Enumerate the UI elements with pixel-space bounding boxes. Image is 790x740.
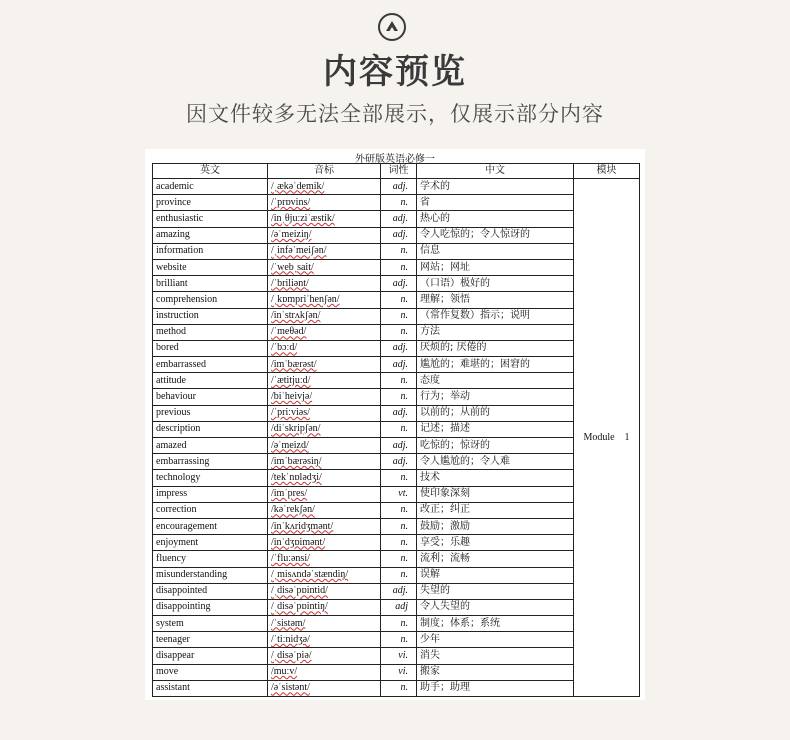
table-row: [153, 243, 640, 259]
table-row: [153, 405, 640, 421]
table-row: [153, 211, 640, 227]
cell-phonetic: /inˈstrʌkʃən/: [268, 308, 381, 324]
table-row: [153, 599, 640, 615]
table-header-row: [153, 164, 640, 179]
cell-pos: n.: [381, 502, 417, 518]
table-row: [153, 259, 640, 275]
cell-phonetic: /tekˈnɒlədʒi/: [268, 470, 381, 486]
cell-phonetic: /ˈprɒvins/: [268, 195, 381, 211]
cell-english: website: [153, 259, 268, 275]
cell-english: system: [153, 616, 268, 632]
cell-pos: n.: [381, 389, 417, 405]
cell-pos: adj: [381, 599, 417, 615]
table-row: [153, 438, 640, 454]
cell-pos: n.: [381, 421, 417, 437]
table-row: [153, 648, 640, 664]
cell-chinese: 方法: [417, 324, 574, 340]
column-header-pos: 词性: [381, 164, 417, 179]
cell-english: impress: [153, 486, 268, 502]
cell-english: province: [153, 195, 268, 211]
cell-pos: adj.: [381, 227, 417, 243]
cell-english: enjoyment: [153, 535, 268, 551]
table-row: [153, 664, 640, 680]
cell-pos: n.: [381, 470, 417, 486]
cell-chinese: 少年: [417, 632, 574, 648]
cell-phonetic: /ˈpriːviəs/: [268, 405, 381, 421]
cell-phonetic: /diˈskripʃən/: [268, 421, 381, 437]
table-row: [153, 357, 640, 373]
table-row: [153, 486, 640, 502]
cell-chinese: 制度；体系；系统: [417, 616, 574, 632]
cell-english: misunderstanding: [153, 567, 268, 583]
cell-chinese: 搬家: [417, 664, 574, 680]
cell-pos: vi.: [381, 664, 417, 680]
table-body: [153, 179, 640, 697]
cell-phonetic: /ˈætitjuːd/: [268, 373, 381, 389]
cell-english: description: [153, 421, 268, 437]
column-header-phonetic: 音标: [268, 164, 381, 179]
cell-phonetic: /imˈbærəst/: [268, 357, 381, 373]
cell-phonetic: /ˈwebˌsait/: [268, 259, 381, 275]
table-row: [153, 227, 640, 243]
cell-chinese: （口语）极好的: [417, 276, 574, 292]
cell-phonetic: /inˌθjuːziˈæstik/: [268, 211, 381, 227]
table-row: [153, 308, 640, 324]
cell-pos: adj.: [381, 454, 417, 470]
table-row: [153, 421, 640, 437]
cell-english: embarrassed: [153, 357, 268, 373]
table-row: [153, 583, 640, 599]
cell-phonetic: /ˌdisəˈpiə/: [268, 648, 381, 664]
cell-chinese: 助手；助理: [417, 680, 574, 696]
cell-chinese: 网站；网址: [417, 259, 574, 275]
vocabulary-table: [152, 163, 640, 697]
page-subtitle: 因文件较多无法全部展示，仅展示部分内容: [186, 102, 604, 126]
table-row: [153, 551, 640, 567]
cell-phonetic: /ˌinfəˈmeiʃən/: [268, 243, 381, 259]
column-header-module: 模块: [574, 164, 640, 179]
cell-pos: n.: [381, 535, 417, 551]
table-row: [153, 518, 640, 534]
cell-chinese: 令人失望的: [417, 599, 574, 615]
cell-english: technology: [153, 470, 268, 486]
cell-phonetic: /əˈmeizd/: [268, 438, 381, 454]
column-header-chinese: 中文: [417, 164, 574, 179]
cell-pos: adj.: [381, 276, 417, 292]
table-row: [153, 567, 640, 583]
cell-pos: adj.: [381, 211, 417, 227]
cell-pos: n.: [381, 308, 417, 324]
cell-english: fluency: [153, 551, 268, 567]
cell-pos: adj.: [381, 340, 417, 356]
cell-pos: n.: [381, 567, 417, 583]
cell-chinese: （常作复数）指示；说明: [417, 308, 574, 324]
chevron-up-icon: [383, 18, 401, 36]
cell-phonetic: /kəˈrekʃən/: [268, 502, 381, 518]
document-preview: [145, 149, 645, 700]
cell-chinese: 使印象深刻: [417, 486, 574, 502]
cell-chinese: 令人吃惊的；令人惊讶的: [417, 227, 574, 243]
cell-phonetic: /ˌdisəˈpɒintiŋ/: [268, 599, 381, 615]
cell-pos: adj.: [381, 405, 417, 421]
cell-chinese: 吃惊的；惊讶的: [417, 438, 574, 454]
cell-pos: adj.: [381, 357, 417, 373]
cell-pos: n.: [381, 259, 417, 275]
cell-english: behaviour: [153, 389, 268, 405]
cell-english: enthusiastic: [153, 211, 268, 227]
cell-english: information: [153, 243, 268, 259]
cell-chinese: 流利；流畅: [417, 551, 574, 567]
cell-phonetic: /ˈsistəm/: [268, 616, 381, 632]
cell-chinese: 享受；乐趣: [417, 535, 574, 551]
cell-pos: n.: [381, 324, 417, 340]
cell-chinese: 消失: [417, 648, 574, 664]
cell-chinese: 行为；举动: [417, 389, 574, 405]
cell-phonetic: /ˈfluːənsi/: [268, 551, 381, 567]
document-title: 外研版英语必修一: [355, 154, 435, 165]
logo-icon: [378, 13, 406, 41]
cell-chinese: 记述；描述: [417, 421, 574, 437]
cell-english: disappointing: [153, 599, 268, 615]
cell-pos: adj.: [381, 438, 417, 454]
cell-chinese: 尴尬的；难堪的；困窘的: [417, 357, 574, 373]
cell-module: Module 1: [574, 179, 640, 697]
cell-english: comprehension: [153, 292, 268, 308]
cell-phonetic: /ˈbriliənt/: [268, 276, 381, 292]
table-row: [153, 324, 640, 340]
cell-phonetic: /ˌækəˈdemik/: [268, 179, 381, 195]
cell-english: attitude: [153, 373, 268, 389]
cell-phonetic: /ˈmeθəd/: [268, 324, 381, 340]
table-row: [153, 340, 640, 356]
cell-pos: n.: [381, 292, 417, 308]
cell-pos: vt.: [381, 486, 417, 502]
table-row: [153, 195, 640, 211]
page-title: 内容预览: [323, 52, 467, 92]
table-row: [153, 179, 640, 195]
cell-phonetic: /muːv/: [268, 664, 381, 680]
cell-chinese: 学术的: [417, 179, 574, 195]
cell-english: disappear: [153, 648, 268, 664]
cell-english: teenager: [153, 632, 268, 648]
cell-chinese: 厌烦的; 厌倦的: [417, 340, 574, 356]
cell-english: disappointed: [153, 583, 268, 599]
cell-pos: n.: [381, 195, 417, 211]
cell-pos: n.: [381, 243, 417, 259]
cell-pos: n.: [381, 373, 417, 389]
table-row: [153, 292, 640, 308]
cell-phonetic: /biˈheivjə/: [268, 389, 381, 405]
cell-english: academic: [153, 179, 268, 195]
table-row: [153, 680, 640, 696]
cell-pos: n.: [381, 518, 417, 534]
cell-english: amazed: [153, 438, 268, 454]
cell-english: previous: [153, 405, 268, 421]
cell-phonetic: /əˈsistənt/: [268, 680, 381, 696]
cell-pos: n.: [381, 632, 417, 648]
cell-english: amazing: [153, 227, 268, 243]
cell-english: instruction: [153, 308, 268, 324]
cell-chinese: 失望的: [417, 583, 574, 599]
cell-chinese: 态度: [417, 373, 574, 389]
cell-english: method: [153, 324, 268, 340]
cell-english: embarrassing: [153, 454, 268, 470]
table-row: [153, 470, 640, 486]
cell-phonetic: /əˈmeiziŋ/: [268, 227, 381, 243]
cell-phonetic: /inˈkʌridʒmənt/: [268, 518, 381, 534]
cell-phonetic: /inˈdʒɒimənt/: [268, 535, 381, 551]
cell-pos: n.: [381, 616, 417, 632]
cell-chinese: 热心的: [417, 211, 574, 227]
cell-english: move: [153, 664, 268, 680]
table-row: [153, 616, 640, 632]
table-row: [153, 502, 640, 518]
cell-phonetic: /ˈbɔːd/: [268, 340, 381, 356]
cell-english: encouragement: [153, 518, 268, 534]
cell-phonetic: /ˈtiːnidʒə/: [268, 632, 381, 648]
table-row: [153, 535, 640, 551]
cell-chinese: 信息: [417, 243, 574, 259]
column-header-english: 英文: [153, 164, 268, 179]
cell-chinese: 技术: [417, 470, 574, 486]
cell-pos: adj.: [381, 583, 417, 599]
cell-english: assistant: [153, 680, 268, 696]
cell-chinese: 令人尴尬的；令人难: [417, 454, 574, 470]
cell-english: brilliant: [153, 276, 268, 292]
cell-chinese: 以前的；从前的: [417, 405, 574, 421]
cell-phonetic: /ˌkɒmpriˈhenʃən/: [268, 292, 381, 308]
cell-pos: vi.: [381, 648, 417, 664]
cell-chinese: 误解: [417, 567, 574, 583]
cell-chinese: 省: [417, 195, 574, 211]
cell-phonetic: /imˈpres/: [268, 486, 381, 502]
cell-chinese: 理解；领悟: [417, 292, 574, 308]
table-row: [153, 276, 640, 292]
cell-phonetic: /ˌdisəˈpɒintid/: [268, 583, 381, 599]
cell-english: bored: [153, 340, 268, 356]
table-row: [153, 389, 640, 405]
cell-pos: n.: [381, 680, 417, 696]
table-row: [153, 373, 640, 389]
cell-pos: adj.: [381, 179, 417, 195]
cell-english: correction: [153, 502, 268, 518]
cell-chinese: 改正；纠正: [417, 502, 574, 518]
cell-phonetic: /ˌmisʌndəˈstændiŋ/: [268, 567, 381, 583]
cell-phonetic: /imˈbærəsiŋ/: [268, 454, 381, 470]
cell-chinese: 鼓励；激励: [417, 518, 574, 534]
table-row: [153, 454, 640, 470]
cell-pos: n.: [381, 551, 417, 567]
table-row: [153, 632, 640, 648]
